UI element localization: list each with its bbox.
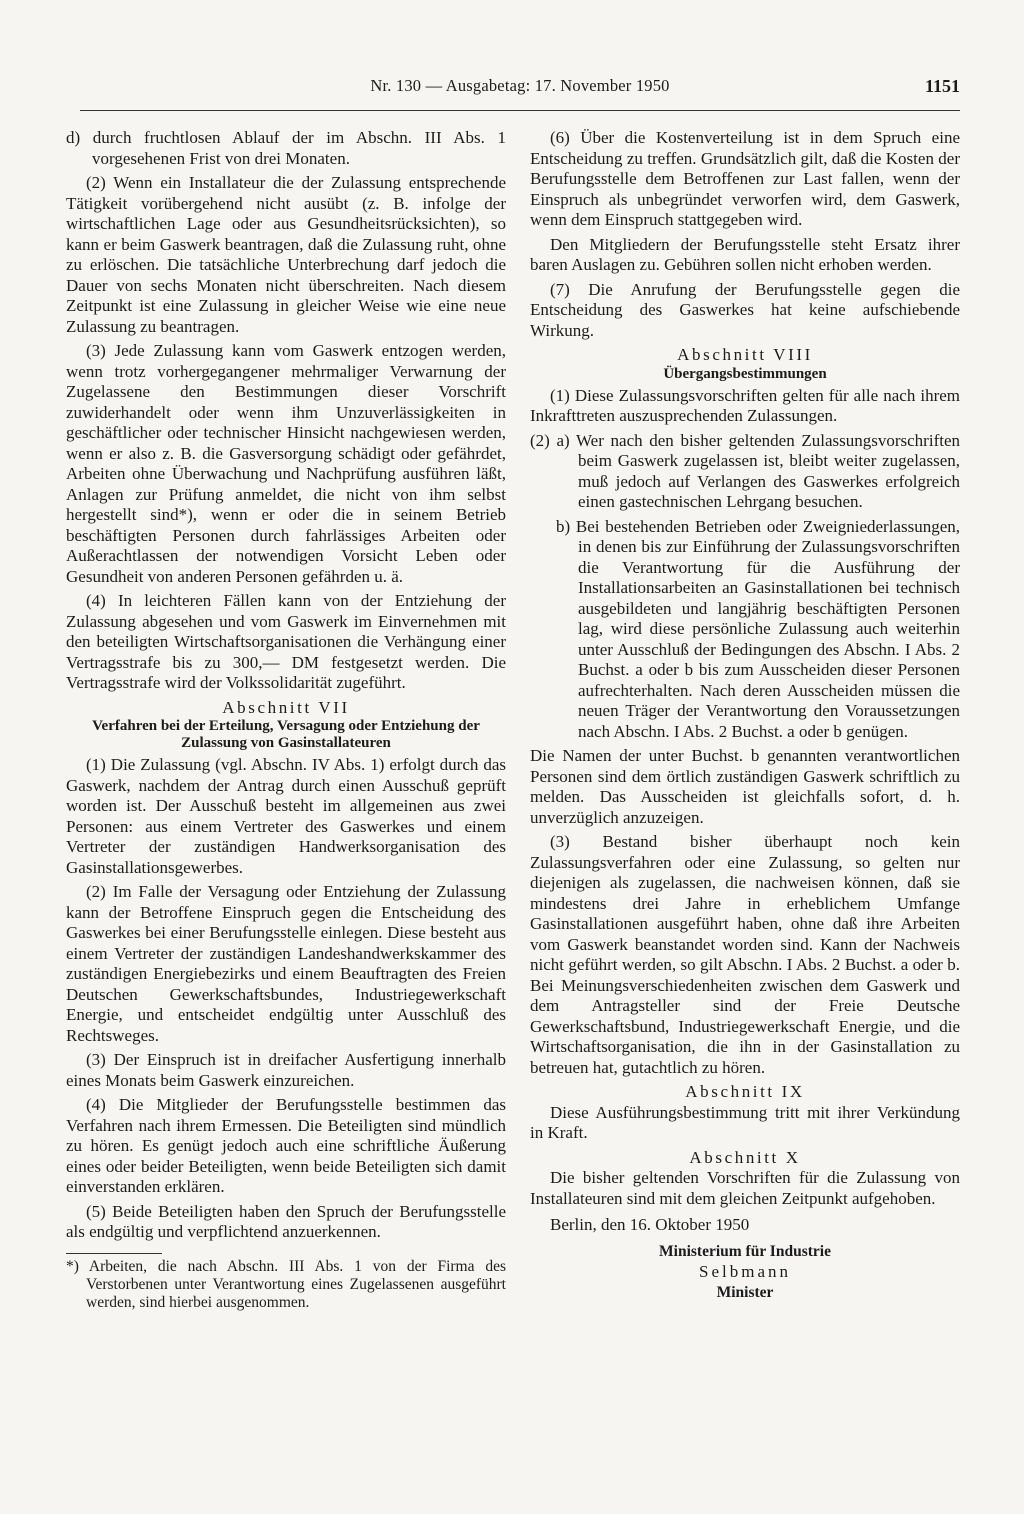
paragraph-3: (3) Jede Zulassung kann vom Gaswerk entzogen werden, wenn trotz vorhergegangener mehrmaliger Verwarnung der Zugelassene den Bestimmungen dieser Vorschrift zuwiderhandelt oder wenn ihm Unzuverlässigkeiten in geschäftlicher oder technischer Hinsicht nachgewiesen werden, wenn er also z. B. die Gasversorgung schädigt oder gefährdet, Arbeiten ohne Überwachung und Nachprüfung ausführen läßt, Anlagen zur Prüfung anmeldet, die nicht von ihm selbst hergestellt sind*), wenn er oder die in seinem Betrieb beschäftigten Personen durch fahrlässiges Arbeiten oder Außerachtlassen der notwendigen Vorsicht Leben oder Gesundheit von anderen Personen gefährden u. ä. xyxy=(66,341,506,586)
section-9-heading: Abschnitt IX xyxy=(685,1082,805,1101)
section-7-paragraph-1: (1) Die Zulassung (vgl. Abschn. IV Abs. 1) erfolgt durch das Gaswerk, nachdem der Antrag durch einen Ausschuß geprüft worden ist. Der Ausschuß besteht im allgemeinen aus zwei Personen: aus einem Vertreter des Gaswerkes und einem Vertreter der zuständigen Handwerksorganisation des Gasinstallationsgewerbes. xyxy=(66,755,506,877)
section-10-heading: Abschnitt X xyxy=(689,1147,801,1167)
paragraph-d: d) durch fruchtlosen Ablauf der im Abschn. III Abs. 1 vorgesehenen Frist von drei Monaten. xyxy=(66,128,506,168)
page-header xyxy=(80,70,960,111)
paragraph-2: (2) Wenn ein Installateur die der Zulassung entsprechende Tätigkeit vorübergehend nicht ausübt (z. B. infolge der wirtschaftlichen Lage oder aus Gesundheitsrücksichten), so kann er beim Gaswerk beantragen, daß die Zulassung ruht, ohne zu erlöschen. Die tatsächliche Unterbrechung darf jedoch die Dauer von sechs Monaten nicht überschreiten. Nach diesem Zeitpunkt ist eine Zulassung in gleicher Weise wie eine neue Zulassung zu beantragen. xyxy=(66,173,506,336)
place-date: Berlin, den 16. Oktober 1950 xyxy=(550,1215,750,1234)
section-8-paragraph-2a: (2) a) Wer nach den bisher geltenden Zulassungsvorschriften beim Gaswerk zugelassen ist, bleibt weiter zugelassen, muß jedoch auf Verlangen des Gaswerkes erfolgreich einen gastechnischen Lehrgang besuchen. xyxy=(530,430,960,511)
section-7-paragraph-2: (2) Im Falle der Versagung oder Entziehung der Zulassung kann der Betroffene Einspruch gegen die Entscheidung des Gaswerkes bei einer Berufungsstelle einlegen. Diese besteht aus einem Vertreter der zuständigen Landeshandwerkskammer des zuständigen Energiebezirks und einem Beauftragten des Freien Deutschen Gewerkschaftsbundes, Industriegewerkschaft Energie, und entscheidet endgültig unter Ausschluß des Rechtsweges. xyxy=(66,882,506,1045)
signature-name: Selbmann xyxy=(699,1262,791,1281)
issue-line: Nr. 130 — Ausgabetag: 17. November 1950 xyxy=(370,76,670,95)
section-8-title: Übergangsbestimmungen xyxy=(663,365,827,382)
left-column xyxy=(66,128,506,1312)
section-7-paragraph-4: (4) Die Mitglieder der Berufungsstelle bestimmen das Verfahren nach ihrem Ermessen. Die Beteiligten sind mündlich zu hören. Es genügt jedoch auch eine schriftliche Äußerung eines oder beider Beteiligten, wenn beide Beteiligten sich damit einverstanden erklären. xyxy=(66,1095,506,1196)
section-8-heading: Abschnitt VIII xyxy=(677,345,813,364)
section-7-heading: Abschnitt VII xyxy=(222,697,350,717)
section-7-paragraph-6: (6) Über die Kostenverteilung ist in dem Spruch eine Entscheidung zu treffen. Grundsätzlich gilt, daß die Kosten der Berufungsstelle dem Betroffenen zur Last fallen, wenn der Einspruch als unbegründet verworfen wird, dem Gaswerk, wenn dem Einspruch stattgegeben wird. xyxy=(530,128,960,229)
paragraph-4: (4) In leichteren Fällen kann von der Entziehung der Zulassung abgesehen und vom Gaswerk im Einvernehmen mit den beteiligten Wirtschaftsorganisationen die Verhängung einer Vertragsstrafe bis zu 300,— DM festgesetzt werden. Die Vertragsstrafe wird der Volkssolidarität zugeführt. xyxy=(66,591,506,692)
signature-organization: Ministerium für Industrie xyxy=(659,1242,831,1260)
section-8-paragraph-1: (1) Diese Zulassungsvorschriften gelten für alle nach ihrem Inkrafttreten auszusprechenden Zulassungen. xyxy=(530,385,960,425)
footnote: *) Arbeiten, die nach Abschn. III Abs. 1 von der Firma des Verstorbenen unter Verantwortung eines Zugelassenen ausgeführt werden, sind hierbei ausgenommen. xyxy=(66,1257,506,1311)
section-7-paragraph-3: (3) Der Einspruch ist in dreifacher Ausfertigung innerhalb eines Monats beim Gaswerk einzureichen. xyxy=(66,1050,506,1090)
section-7-paragraph-5: (5) Beide Beteiligten haben den Spruch der Berufungsstelle als endgültig und verpflichtend anzuerkennen. xyxy=(66,1201,506,1241)
section-7-paragraph-7: (7) Die Anrufung der Berufungsstelle gegen die Entscheidung des Gaswerkes hat keine aufschiebende Wirkung. xyxy=(530,279,960,340)
section-7-title: Verfahren bei der Erteilung, Versagung oder Entziehung der Zulassung von Gasinstallateuren xyxy=(92,718,480,751)
right-column xyxy=(530,128,960,1303)
footnote-divider xyxy=(66,1253,162,1254)
section-9-paragraph: Diese Ausführungsbestimmung tritt mit ihrer Verkündung in Kraft. xyxy=(530,1102,960,1142)
signature-title: Minister xyxy=(716,1283,774,1301)
section-8-paragraph-3: (3) Bestand bisher überhaupt noch kein Zulassungsverfahren oder eine Zulassung, so gelten nur diejenigen als zugelassen, die nachweisen können, daß sie mindestens drei Jahre in erheblichem Umfange Gasinstallationen ausgeführt haben, ohne daß ihre Arbeiten vom Gaswerk beanstandet worden sind. Kann der Nachweis nicht geführt werden, so gilt Abschn. I Abs. 2 Buchst. a oder b. Bei Meinungsverschiedenheiten zwischen dem Gaswerk und dem Antragsteller sind der Freie Deutsche Gewerkschaftsbund, Industriegewerkschaft Energie, und die Wirtschaftsorganisation, die ihn in der Gasinstallation zu betreuen hat, gutachtlich zu hören. xyxy=(530,832,960,1077)
section-7-paragraph-6b: Den Mitgliedern der Berufungsstelle steht Ersatz ihrer baren Auslagen zu. Gebühren sollen nicht erhoben werden. xyxy=(530,234,960,274)
section-10-paragraph: Die bisher geltenden Vorschriften für die Zulassung von Installateuren sind mit dem gleichen Zeitpunkt aufgehoben. xyxy=(530,1168,960,1208)
page-number: 1151 xyxy=(924,76,960,96)
section-8-paragraph-2b: b) Bei bestehenden Betrieben oder Zweigniederlassungen, in denen bis zur Einführung der Zulassungsvorschriften die Verantwortung für die Ausführung der Installationsarbeiten an Gasinstallationen bei technisch ausgebildeten und langjährig beschäftigten Personen lag, wird diese persönliche Zulassung auch weiterhin unter Ausschluß der Bedingungen des Abschn. I Abs. 2 Buchst. a oder b bis zum Ausscheiden dieser Personen aufrechterhalten. Nach deren Ausscheiden müssen die neuen Träger der Verantwortung den Voraussetzungen nach Abschn. I Abs. 2 Buchst. a oder b genügen. xyxy=(556,516,960,741)
section-8-paragraph-2c: Die Namen der unter Buchst. b genannten verantwortlichen Personen sind dem örtlich zuständigen Gaswerk schriftlich zu melden. Das Ausscheiden ist gleichfalls sofort, d. h. unverzüglich anzuzeigen. xyxy=(530,746,960,827)
